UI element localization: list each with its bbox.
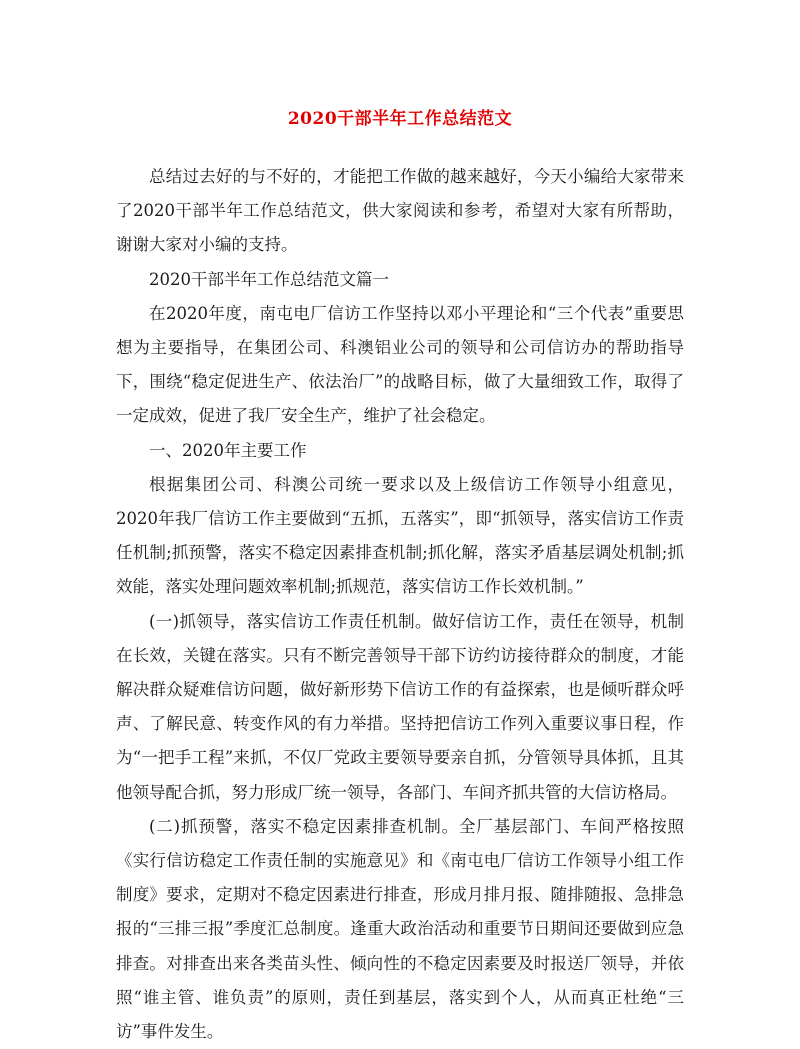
- early-warning-paragraph: (二)抓预警，落实不稳定因素排查机制。全厂基层部门、车间严格按照《实行信访稳定工作责任制的实施意见》和《南屯电厂信访工作领导小组工作制度》要求，定期对不稳定因素进行排查，形成月排月报、随排随报、急排急报的“三排三报”季度汇总制度。逢重大政治活动和重要节日期间还要做到应急排查。对排查出来各类苗头性、倾向性的不稳定因素要及时报送厂领导，并依照“谁主管、谁负责”的原则，责任到基层，落实到个人，从而真正杜绝“三访”事件发生。: [116, 816, 684, 1042]
- document-title: 2020干部半年工作总结范文: [287, 109, 513, 129]
- leadership-paragraph: (一)抓领导，落实信访工作责任机制。做好信访工作，责任在领导，机制在长效，关键在落实。只有不断完善领导干部下访约访接待群众的制度，才能解决群众疑难信访问题，做好新形势下信访工作的有益探索，也是倾听群众呼声、了解民意、转变作风的有力举措。坚持把信访工作列入重要议事日程，作为“一把手工程”来抓，不仅厂党政主要领导要亲自抓，分管领导具体抓，且其他领导配合抓，努力形成厂统一领导，各部门、车间齐抓共管的大信访格局。: [116, 611, 684, 802]
- five-points-paragraph: 根据集团公司、科澳公司统一要求以及上级信访工作领导小组意见，2020年我厂信访工作主要做到“五抓，五落实”，即“抓领导，落实信访工作责任机制;抓预警，落实不稳定因素排查机制;抓化解，落实矛盾基层调处机制;抓效能，落实处理问题效率机制;抓规范，落实信访工作长效机制。”: [116, 474, 684, 597]
- intro-paragraph: 总结过去好的与不好的，才能把工作做的越来越好，今天小编给大家带来了2020干部半年工作总结范文，供大家阅读和参考，希望对大家有所帮助，谢谢大家对小编的支持。: [116, 167, 684, 255]
- section-heading-part-one: 2020干部半年工作总结范文篇一: [149, 269, 389, 289]
- section-heading-main-work: 一、2020年主要工作: [149, 440, 307, 460]
- overview-paragraph: 在2020年度，南屯电厂信访工作坚持以邓小平理论和“三个代表”重要思想为主要指导，在集团公司、科澳铝业公司的领导和公司信访办的帮助指导下，围绕“稳定促进生产、依法治厂”的战略目标，做了大量细致工作，取得了一定成效，促进了我厂安全生产，维护了社会稳定。: [116, 303, 684, 426]
- document-body: [116, 160, 684, 1049]
